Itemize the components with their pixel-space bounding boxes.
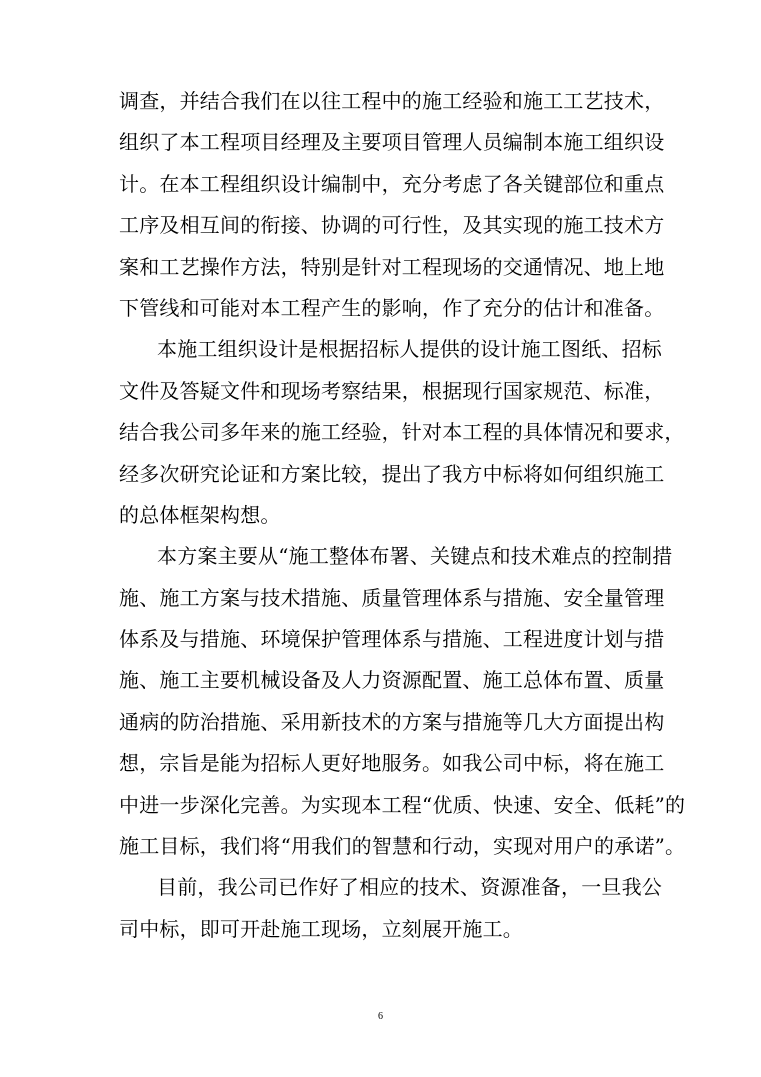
paragraph-start-line: 本方案主要从“施工整体布署、关键点和技术难点的控制措 [157,544,673,569]
text-line: 施、施工主要机械设备及人力资源配置、施工总体布置、质量 [119,668,665,693]
paragraph-start-line: 本施工组织设计是根据招标人提供的设计施工图纸、招标 [157,337,662,362]
text-line: 中进一步深化完善。为实现本工程“优质、快速、安全、低耗”的 [119,792,686,817]
body-text [119,88,686,957]
text-line: 通病的防治措施、采用新技术的方案与措施等几大方面提出构 [119,709,665,734]
paragraph-start-line: 目前，我公司已作好了相应的技术、资源准备，一旦我公 [157,875,662,900]
text-line: 施、施工方案与技术措施、质量管理体系与措施、安全量管理 [119,585,665,610]
text-line: 想，宗旨是能为招标人更好地服务。如我公司中标，将在施工 [119,751,665,776]
text-line: 经多次研究论证和方案比较，提出了我方中标将如何组织施工 [119,461,665,486]
text-line: 案和工艺操作方法，特别是针对工程现场的交通情况、地上地 [119,254,665,279]
text-line: 的总体框架构想。 [119,502,281,527]
text-line: 结合我公司多年来的施工经验，针对本工程的具体情况和要求， [119,420,685,445]
text-line: 司中标，即可开赴施工现场，立刻展开施工。 [119,916,523,941]
text-line: 组织了本工程项目经理及主要项目管理人员编制本施工组织设 [119,130,665,155]
text-line: 体系及与措施、环境保护管理体系与措施、工程进度计划与措 [119,627,665,652]
text-line: 调查，并结合我们在以往工程中的施工经验和施工工艺技术， [119,89,665,113]
text-line: 施工目标，我们将“用我们的智慧和行动，实现对用户的承诺”。 [119,834,686,859]
page-number: 6 [378,1011,383,1022]
text-line: 下管线和可能对本工程产生的影响，作了充分的估计和准备。 [119,295,665,320]
text-line: 文件及答疑文件和现场考察结果，根据现行国家规范、标准， [119,378,665,403]
text-line: 计。在本工程组织设计编制中，充分考虑了各关键部位和重点 [119,171,665,196]
text-line: 工序及相互间的衔接、协调的可行性，及其实现的施工技术方 [119,213,665,238]
